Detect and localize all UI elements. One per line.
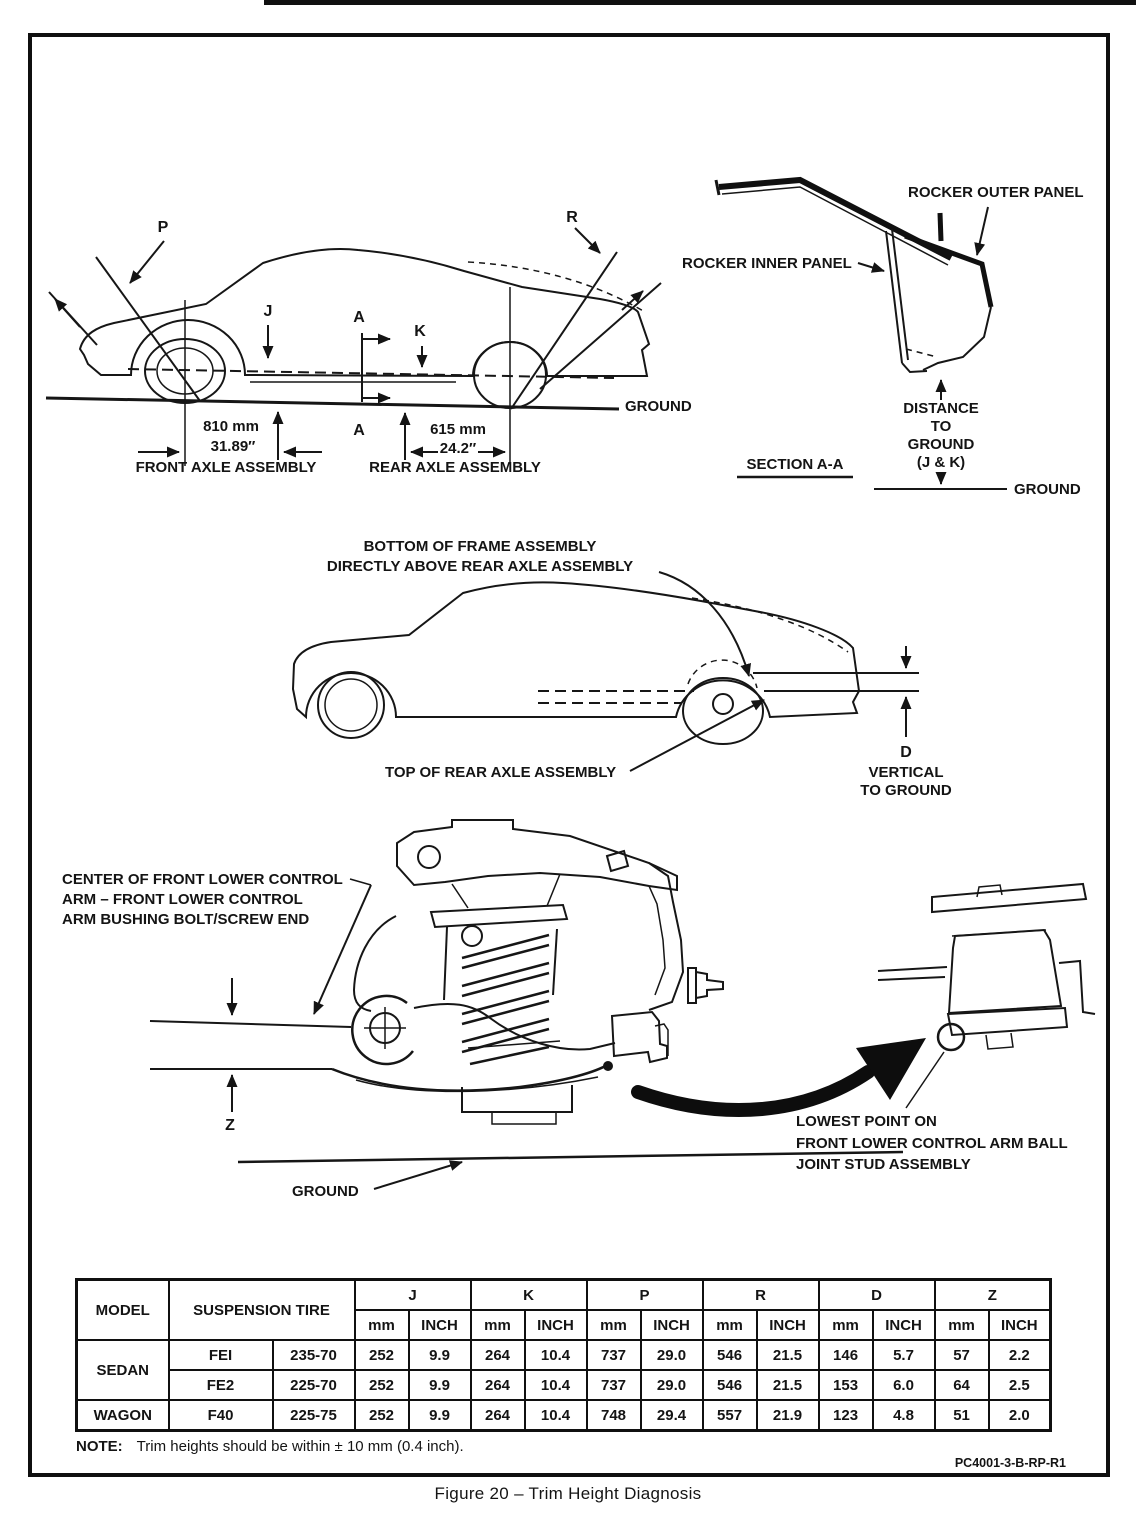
spring-channel-left (444, 927, 447, 1000)
section-ground-label: GROUND (1014, 481, 1081, 498)
cell-p-mm: 737 (587, 1340, 641, 1370)
cell-p-mm: 737 (587, 1370, 641, 1400)
cell-k-mm: 264 (471, 1370, 525, 1400)
table-row-sedan-fe2 (77, 1370, 1051, 1400)
car2-rear-hub (713, 694, 733, 714)
cell-r-inch: 21.9 (757, 1400, 819, 1431)
trim-height-note (76, 1438, 464, 1455)
bracket-strut1 (452, 884, 468, 908)
ball-stud-point (603, 1061, 613, 1071)
floor-pan-hook (716, 180, 719, 195)
r-label-arrow (575, 228, 600, 253)
arm-callout-line1: CENTER OF FRONT LOWER CONTROL (62, 871, 343, 888)
car2-body-outline (293, 582, 859, 717)
front-axle-mm: 810 mm (203, 418, 259, 435)
r-measure-line (511, 252, 617, 409)
unit-header-inch: INCH (757, 1310, 819, 1340)
cell-k-mm: 264 (471, 1340, 525, 1370)
spring-channel-right (553, 929, 557, 995)
diagram-rear-axle (293, 538, 952, 799)
detail-right-hook (1059, 961, 1095, 1014)
arm-callout-line2: ARM – FRONT LOWER CONTROL (62, 891, 303, 908)
col-header-model: MODEL (77, 1280, 169, 1341)
cell-suspension: FE2 (169, 1370, 273, 1400)
a-bottom-label: A (353, 422, 365, 439)
rocker-outer-flange (940, 213, 941, 241)
unit-header-mm: mm (355, 1310, 409, 1340)
z-label: Z (225, 1117, 235, 1134)
swoosh-arrow-body (638, 1072, 868, 1110)
cell-p-inch: 29.0 (641, 1370, 703, 1400)
unit-header-inch: INCH (873, 1310, 935, 1340)
d-label: D (900, 744, 912, 761)
bracket-tab (607, 851, 628, 871)
cell-r-inch: 21.5 (757, 1370, 819, 1400)
cell-z-mm: 64 (935, 1370, 989, 1400)
tie-rod-end (696, 972, 723, 998)
cell-j-inch: 9.9 (409, 1400, 471, 1431)
r-label: R (566, 209, 578, 226)
arm-ground-label: GROUND (292, 1183, 359, 1200)
cell-p-mm: 748 (587, 1400, 641, 1431)
rocker-outer-lower (923, 307, 991, 370)
arm-callout-leader (314, 885, 371, 1014)
arm-upper-ref-line (150, 1021, 351, 1027)
col-header-k: K (471, 1280, 587, 1311)
cell-tire: 225-70 (273, 1370, 355, 1400)
cell-j-mm: 252 (355, 1370, 409, 1400)
k-label: K (414, 323, 426, 340)
cell-tire: 235-70 (273, 1340, 355, 1370)
unit-header-mm: mm (587, 1310, 641, 1340)
table-row-sedan-fei (77, 1340, 1051, 1370)
trim-reference-dashed-line (128, 369, 614, 378)
note-text: Trim heights should be within ± 10 mm (0.4 inch). (136, 1438, 464, 1455)
crossmember-step (492, 1112, 556, 1124)
cell-suspension: F40 (169, 1400, 273, 1431)
ball-joint-knuckle (612, 1012, 667, 1062)
cell-j-mm: 252 (355, 1340, 409, 1370)
diagram-control-arm (62, 820, 1095, 1200)
cell-r-mm: 557 (703, 1400, 757, 1431)
top-axle-leader (630, 700, 764, 771)
arm-callout-line3: ARM BUSHING BOLT/SCREW END (62, 911, 310, 928)
car2-rear-wheel (683, 678, 763, 744)
spring-top-seat (431, 905, 567, 927)
rocker-inner-label: ROCKER INNER PANEL (682, 255, 852, 272)
ball-joint-detail (878, 884, 1095, 1108)
unit-header-inch: INCH (409, 1310, 471, 1340)
cell-r-mm: 546 (703, 1340, 757, 1370)
cell-d-inch: 5.7 (873, 1340, 935, 1370)
unit-header-mm: mm (471, 1310, 525, 1340)
ground-label: GROUND (625, 398, 692, 415)
section-aa-label: SECTION A-A (746, 456, 844, 473)
detail-rod-line2 (878, 977, 945, 980)
to-ground-label: TO GROUND (860, 782, 952, 799)
rocker-foot (902, 363, 927, 372)
frame-callout-line2: DIRECTLY ABOVE REAR AXLE ASSEMBLY (326, 558, 634, 575)
cell-p-inch: 29.0 (641, 1340, 703, 1370)
arm-ground-leader (374, 1162, 462, 1189)
distance-line3: GROUND (907, 436, 975, 453)
bracket-strut2 (547, 874, 560, 906)
lowest-point-line1: LOWEST POINT ON (796, 1113, 937, 1130)
diagram-side-view (46, 209, 692, 476)
cell-d-inch: 4.8 (873, 1400, 935, 1431)
rear-axle-label: REAR AXLE ASSEMBLY (369, 459, 541, 476)
rear-axle-mm: 615 mm (430, 421, 486, 438)
col-header-r: R (703, 1280, 819, 1311)
cell-z-inch: 2.2 (989, 1340, 1051, 1370)
vertical-label: VERTICAL (868, 764, 944, 781)
wagon-roof-dashed (468, 262, 645, 312)
car2-wagon-roof-dashed (692, 598, 848, 652)
col-header-d: D (819, 1280, 935, 1311)
bracket-bolt-hole (418, 846, 440, 868)
lowest-point-line3: JOINT STUD ASSEMBLY (796, 1156, 971, 1173)
distance-line1: DISTANCE (903, 400, 979, 417)
cell-d-mm: 153 (819, 1370, 873, 1400)
rocker-outer-leader (977, 207, 988, 255)
top-axle-label: TOP OF REAR AXLE ASSEMBLY (385, 764, 617, 781)
cell-model: SEDAN (77, 1340, 169, 1400)
cell-d-inch: 6.0 (873, 1370, 935, 1400)
unit-header-inch: INCH (525, 1310, 587, 1340)
cell-p-inch: 29.4 (641, 1400, 703, 1431)
car2-front-wheel (318, 672, 384, 738)
distance-line2: TO (930, 418, 952, 435)
lowest-point-line2: FRONT LOWER CONTROL ARM BALL (796, 1135, 1068, 1152)
rocker-dashed (906, 349, 937, 357)
j-label: J (263, 303, 273, 320)
arm-callout-dash (350, 879, 371, 885)
frame-callout-line1: BOTTOM OF FRAME ASSEMBLY (363, 538, 597, 555)
rear-axle-inch: 24.2″ (439, 440, 477, 457)
unit-header-mm: mm (935, 1310, 989, 1340)
diagram-rocker-section (682, 180, 1084, 498)
document-code: PC4001-3-B-RP-R1 (954, 1456, 1066, 1470)
frame-callout-leader (659, 572, 749, 676)
detail-bottom-tab (986, 1033, 1013, 1049)
cell-model: WAGON (77, 1400, 169, 1431)
rocker-inner-leader (858, 263, 884, 271)
spring-end-circle (462, 926, 482, 946)
table-header-row-groups (77, 1280, 1051, 1311)
table-row-wagon-f40 (77, 1400, 1051, 1431)
cell-k-inch: 10.4 (525, 1340, 587, 1370)
trim-height-table (75, 1278, 1052, 1432)
cell-tire: 225-75 (273, 1400, 355, 1431)
col-header-j: J (355, 1280, 471, 1311)
detail-rod-line1 (878, 967, 947, 971)
cell-suspension: FEI (169, 1340, 273, 1370)
col-header-p: P (587, 1280, 703, 1311)
unit-header-mm: mm (819, 1310, 873, 1340)
frame-right-inner (649, 886, 665, 995)
cell-j-mm: 252 (355, 1400, 409, 1431)
cell-d-mm: 123 (819, 1400, 873, 1431)
p-label-arrow (130, 241, 164, 283)
bushing-outer-loop (352, 996, 413, 1064)
cell-d-mm: 146 (819, 1340, 873, 1370)
a-top-label: A (353, 309, 365, 326)
cell-r-mm: 546 (703, 1370, 757, 1400)
detail-top-plate (932, 884, 1086, 912)
cell-z-inch: 2.0 (989, 1400, 1051, 1431)
note-label: NOTE: (76, 1438, 123, 1455)
cell-r-inch: 21.5 (757, 1340, 819, 1370)
front-axle-label: FRONT AXLE ASSEMBLY (135, 459, 317, 476)
cell-z-mm: 51 (935, 1400, 989, 1431)
car2-front-wheel-inner (325, 679, 377, 731)
col-header-z: Z (935, 1280, 1051, 1311)
front-axle-inch: 31.89″ (210, 438, 256, 455)
p-label: P (157, 219, 169, 236)
cell-j-inch: 9.9 (409, 1340, 471, 1370)
unit-header-inch: INCH (641, 1310, 703, 1340)
arm-underside (332, 1064, 609, 1091)
stud-plate (688, 968, 696, 1003)
distance-line4: (J & K) (916, 454, 966, 471)
cell-j-inch: 9.9 (409, 1370, 471, 1400)
cell-k-inch: 10.4 (525, 1370, 587, 1400)
cell-z-inch: 2.5 (989, 1370, 1051, 1400)
figure-caption: Figure 20 – Trim Height Diagnosis (434, 1484, 702, 1503)
cell-k-mm: 264 (471, 1400, 525, 1431)
unit-header-mm: mm (703, 1310, 757, 1340)
cell-k-inch: 10.4 (525, 1400, 587, 1431)
unit-header-inch: INCH (989, 1310, 1051, 1340)
col-header-suspension-tire: SUSPENSION TIRE (169, 1280, 355, 1341)
p-parallel-arrow (55, 299, 80, 327)
rocker-outer-label: ROCKER OUTER PANEL (908, 184, 1084, 201)
cell-z-mm: 57 (935, 1340, 989, 1370)
detail-body (949, 930, 1061, 1013)
